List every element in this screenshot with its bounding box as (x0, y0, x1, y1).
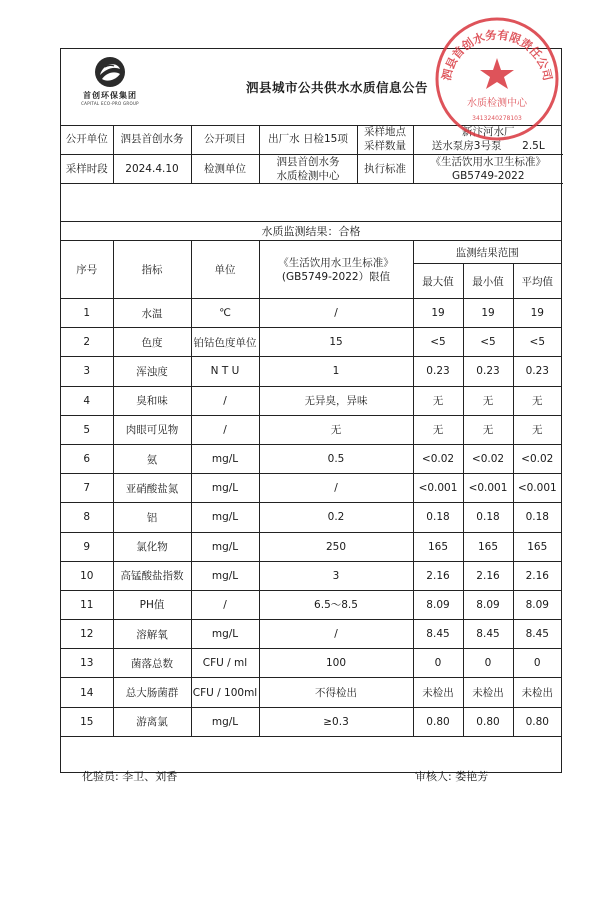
table-row (61, 707, 561, 736)
row-number: 2 (61, 328, 113, 357)
row-indicator: 氨 (113, 444, 191, 473)
company-logo (69, 55, 151, 119)
row-indicator: 高锰酸盐指数 (113, 561, 191, 590)
publish-unit-value: 泗县首创水务 (113, 125, 191, 154)
col-header-indicator: 指标 (113, 241, 191, 299)
row-unit: mg/L (191, 532, 259, 561)
row-avg: 0.23 (513, 357, 561, 386)
row-unit: mg/L (191, 444, 259, 473)
row-limit: 不得检出 (259, 678, 413, 707)
row-unit: mg/L (191, 474, 259, 503)
standard-line-2: GB5749-2022 (451, 169, 525, 182)
row-min: 无 (463, 386, 513, 415)
col-header-min: 最小值 (463, 264, 513, 299)
row-number: 4 (61, 386, 113, 415)
row-limit: 1 (259, 357, 413, 386)
table-row (61, 357, 561, 386)
row-number: 3 (61, 357, 113, 386)
row-unit: / (191, 590, 259, 619)
row-number: 10 (61, 561, 113, 590)
standard-line-1: 《生活饮用水卫生标准》 (430, 155, 546, 168)
row-avg: 8.09 (513, 590, 561, 619)
row-unit: 铂钴色度单位 (191, 328, 259, 357)
official-seal-stamp (432, 14, 562, 144)
table-row (61, 444, 561, 473)
table-row (61, 474, 561, 503)
row-max: 8.09 (413, 590, 463, 619)
row-limit: 3 (259, 561, 413, 590)
row-avg: 0 (513, 649, 561, 678)
row-limit: 无异臭，异味 (259, 386, 413, 415)
blank-spacer (61, 183, 561, 221)
row-min: 0 (463, 649, 513, 678)
row-limit: / (259, 299, 413, 328)
row-unit: CFU / ml (191, 649, 259, 678)
table-row (61, 328, 561, 357)
row-indicator: 浑浊度 (113, 357, 191, 386)
row-min: <5 (463, 328, 513, 357)
test-unit-label: 检测单位 (191, 154, 259, 183)
row-unit: mg/L (191, 620, 259, 649)
row-number: 15 (61, 707, 113, 736)
row-min: <0.001 (463, 474, 513, 503)
row-indicator: 铝 (113, 503, 191, 532)
table-row (61, 503, 561, 532)
row-unit: / (191, 386, 259, 415)
result-summary: 水质监测结果：合格 (61, 221, 561, 241)
row-limit: 250 (259, 532, 413, 561)
row-max: 8.45 (413, 620, 463, 649)
col-header-limit-line-1: 《生活饮用水卫生标准》 (278, 256, 394, 269)
row-max: 无 (413, 415, 463, 444)
row-unit: N T U (191, 357, 259, 386)
row-number: 8 (61, 503, 113, 532)
tester-signature: 化验员: 李卫、刘香 (82, 770, 178, 783)
stamp-star-icon (480, 58, 514, 89)
svg-text:3413240278103: 3413240278103 (472, 115, 522, 122)
row-max: 0.18 (413, 503, 463, 532)
row-min: 19 (463, 299, 513, 328)
row-max: 未检出 (413, 678, 463, 707)
row-indicator: 肉眼可见物 (113, 415, 191, 444)
sample-place-label: 采样地点 (364, 126, 406, 139)
sample-place-value: 新汴河水厂 (462, 126, 515, 139)
table-row (61, 590, 561, 619)
row-avg: 无 (513, 415, 561, 444)
row-number: 13 (61, 649, 113, 678)
row-min: 无 (463, 415, 513, 444)
row-min: 未检出 (463, 678, 513, 707)
reviewer-signature: 审核人: 娄艳芳 (415, 770, 489, 783)
col-header-range: 监测结果范围 (413, 241, 561, 264)
row-unit: / (191, 415, 259, 444)
table-row (61, 415, 561, 444)
row-indicator: PH值 (113, 590, 191, 619)
logo-english-text: CAPITAL ECO-PRO GROUP (81, 101, 139, 106)
publish-items-value: 出厂水 日检15项 (259, 125, 357, 154)
row-indicator: 色度 (113, 328, 191, 357)
row-indicator: 菌落总数 (113, 649, 191, 678)
result-rows (61, 299, 561, 737)
table-row (61, 386, 561, 415)
row-number: 12 (61, 620, 113, 649)
row-number: 6 (61, 444, 113, 473)
row-min: 8.09 (463, 590, 513, 619)
row-max: 0.23 (413, 357, 463, 386)
row-max: 无 (413, 386, 463, 415)
table-row (61, 299, 561, 328)
results-table (61, 240, 561, 737)
sample-place-pump: 送水泵房3号泵 (431, 140, 502, 153)
row-unit: mg/L (191, 561, 259, 590)
sample-place-qty-labels (357, 125, 413, 154)
row-avg: 无 (513, 386, 561, 415)
row-number: 1 (61, 299, 113, 328)
col-header-max: 最大值 (413, 264, 463, 299)
publish-items-label: 公开项目 (191, 125, 259, 154)
row-number: 7 (61, 474, 113, 503)
row-limit: 无 (259, 415, 413, 444)
table-row (61, 620, 561, 649)
logo-chinese-text: 首创环保集团 (83, 91, 137, 100)
row-avg: 2.16 (513, 561, 561, 590)
row-number: 14 (61, 678, 113, 707)
row-max: 19 (413, 299, 463, 328)
row-limit: 15 (259, 328, 413, 357)
col-header-unit: 单位 (191, 241, 259, 299)
row-min: 2.16 (463, 561, 513, 590)
logo-swirl-icon (93, 55, 127, 89)
row-avg: 0.18 (513, 503, 561, 532)
row-max: <0.001 (413, 474, 463, 503)
row-limit: / (259, 620, 413, 649)
sample-qty-value: 2.5L (522, 140, 545, 153)
row-indicator: 总大肠菌群 (113, 678, 191, 707)
table-row (61, 532, 561, 561)
document-title: 泗县城市公共供水水质信息公告 (246, 80, 429, 95)
row-avg: 未检出 (513, 678, 561, 707)
col-header-no: 序号 (61, 241, 113, 299)
test-unit-line-1: 泗县首创水务 (276, 155, 340, 168)
table-row (61, 561, 561, 590)
row-indicator: 亚硝酸盐氮 (113, 474, 191, 503)
test-unit-value (259, 154, 357, 183)
row-limit: 6.5～8.5 (259, 590, 413, 619)
col-header-avg: 平均值 (513, 264, 561, 299)
row-avg: 0.80 (513, 707, 561, 736)
row-max: <5 (413, 328, 463, 357)
svg-text:水质检测中心: 水质检测中心 (467, 98, 527, 109)
row-min: 165 (463, 532, 513, 561)
publish-unit-label: 公开单位 (61, 125, 113, 154)
row-unit: mg/L (191, 503, 259, 532)
row-number: 11 (61, 590, 113, 619)
row-limit: 100 (259, 649, 413, 678)
row-max: <0.02 (413, 444, 463, 473)
row-unit: ℃ (191, 299, 259, 328)
row-min: 8.45 (463, 620, 513, 649)
row-unit: mg/L (191, 707, 259, 736)
row-number: 5 (61, 415, 113, 444)
notice-document (60, 48, 562, 773)
row-min: 0.18 (463, 503, 513, 532)
sample-qty-label: 采样数量 (364, 140, 406, 153)
row-avg: 19 (513, 299, 561, 328)
row-indicator: 溶解氧 (113, 620, 191, 649)
row-indicator: 氯化物 (113, 532, 191, 561)
sample-time-value: 2024.4.10 (113, 154, 191, 183)
row-min: 0.23 (463, 357, 513, 386)
row-limit: / (259, 474, 413, 503)
standard-label: 执行标准 (357, 154, 413, 183)
row-limit: 0.5 (259, 444, 413, 473)
sample-time-label: 采样时段 (61, 154, 113, 183)
row-avg: 165 (513, 532, 561, 561)
svg-text:泗县首创水务有限责任公司: 泗县首创水务有限责任公司 (439, 27, 555, 82)
row-avg: <0.02 (513, 444, 561, 473)
row-indicator: 游离氯 (113, 707, 191, 736)
row-avg: <5 (513, 328, 561, 357)
row-unit: CFU / 100ml (191, 678, 259, 707)
row-avg: <0.001 (513, 474, 561, 503)
row-max: 0.80 (413, 707, 463, 736)
row-limit: ≥0.3 (259, 707, 413, 736)
row-max: 165 (413, 532, 463, 561)
row-min: 0.80 (463, 707, 513, 736)
row-indicator: 水温 (113, 299, 191, 328)
row-min: <0.02 (463, 444, 513, 473)
standard-value (413, 154, 563, 183)
table-row (61, 678, 561, 707)
row-indicator: 臭和味 (113, 386, 191, 415)
row-max: 0 (413, 649, 463, 678)
col-header-limit-line-2: (GB5749-2022）限值 (281, 270, 391, 283)
table-row (61, 649, 561, 678)
row-number: 9 (61, 532, 113, 561)
test-unit-line-2: 水质检测中心 (276, 169, 340, 182)
row-limit: 0.2 (259, 503, 413, 532)
row-avg: 8.45 (513, 620, 561, 649)
col-header-limit (259, 241, 413, 299)
row-max: 2.16 (413, 561, 463, 590)
